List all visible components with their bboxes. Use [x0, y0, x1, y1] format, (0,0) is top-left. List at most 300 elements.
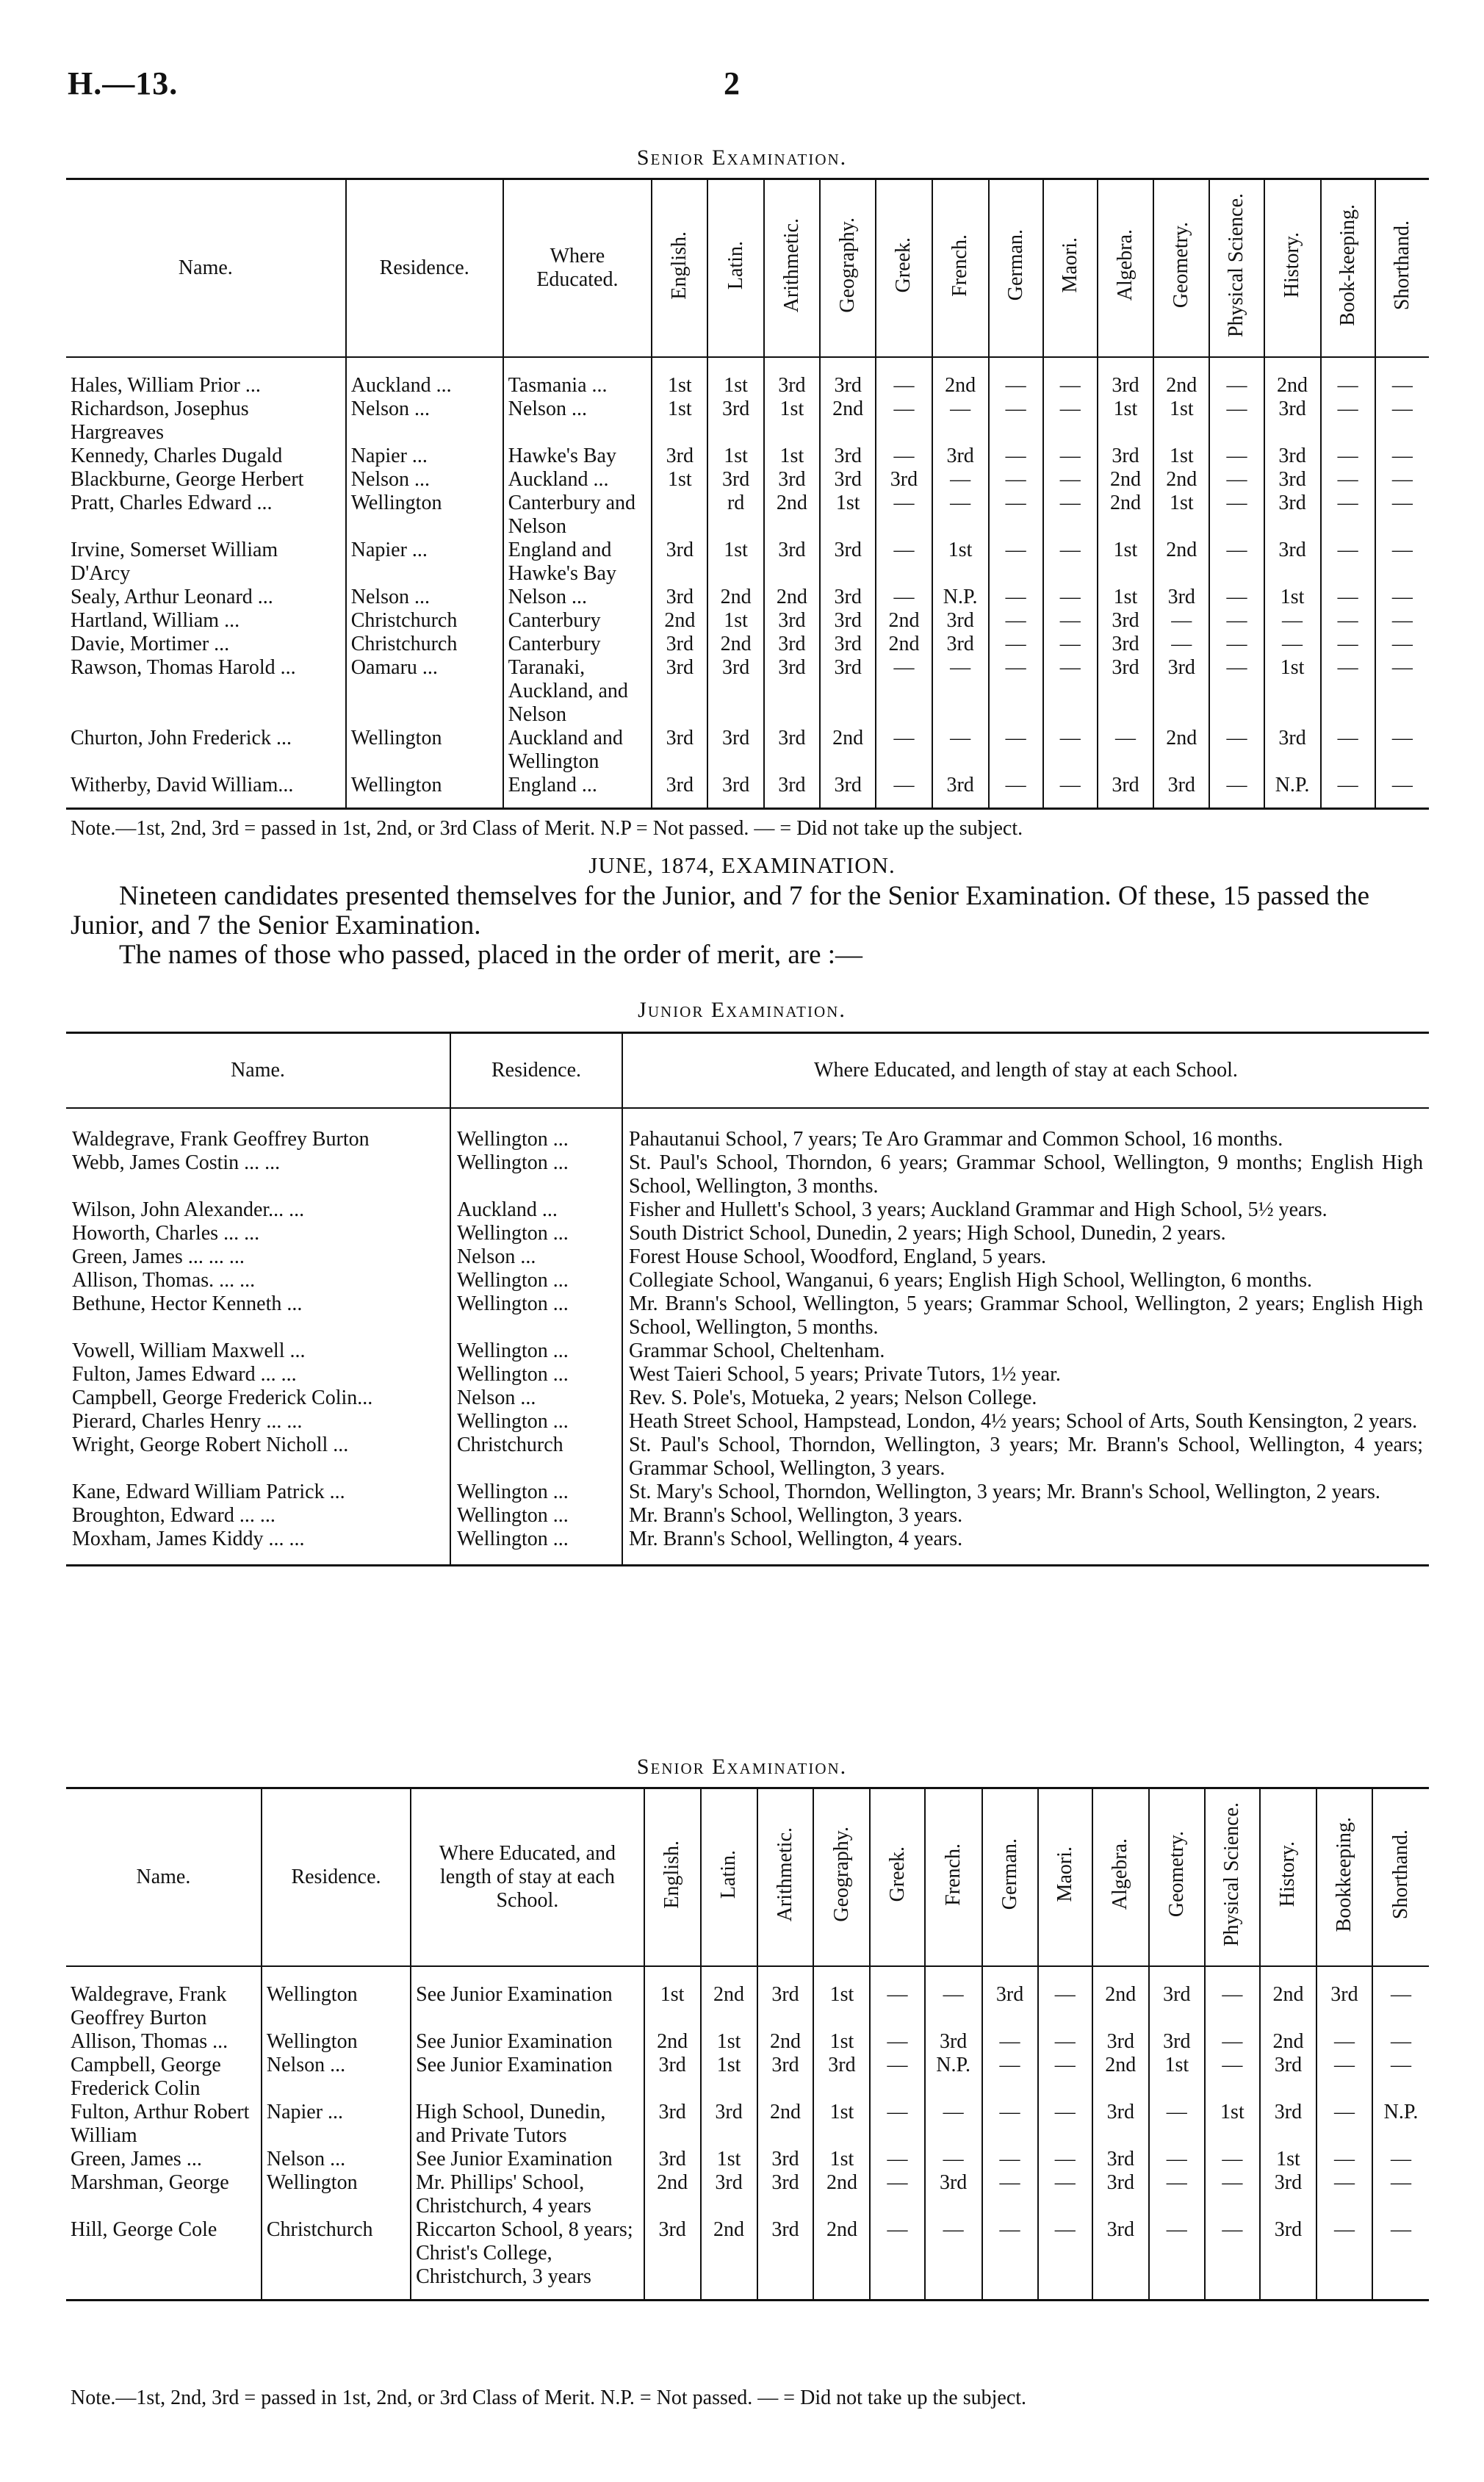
table-row: [66, 586, 1429, 609]
subject-mark: —: [1321, 468, 1375, 492]
senior1-col-label: German.: [1004, 229, 1027, 301]
june-heading: JUNE, 1874, EXAMINATION.: [588, 852, 896, 878]
candidate-residence: Wellington ...: [450, 1363, 622, 1386]
subject-mark: —: [1043, 539, 1098, 586]
subject-mark: —: [870, 2171, 924, 2218]
subject-mark: —: [1316, 2101, 1372, 2148]
senior2-col-12: [1149, 1788, 1205, 1967]
candidate-residence: Nelson ...: [346, 468, 503, 492]
subject-mark: —: [1043, 727, 1098, 774]
candidate-name: Rawson, Thomas Harold ...: [71, 656, 296, 679]
series-label: H.—13.: [68, 65, 179, 101]
subject-mark: 3rd: [1098, 445, 1153, 468]
subject-mark: 3rd: [1264, 445, 1321, 468]
subject-mark: 1st: [1153, 492, 1209, 539]
table-row: [66, 1339, 1429, 1363]
senior1-col-label: Arithmetic.: [779, 217, 803, 313]
table-row: [66, 656, 1429, 727]
candidate-residence: Nelson ...: [450, 1386, 622, 1410]
subject-mark: 3rd: [644, 2101, 701, 2148]
candidate-education: Nelson ...: [503, 586, 652, 609]
subject-mark: 2nd: [813, 2218, 870, 2301]
senior2-col-label: Shorthand.: [1388, 1829, 1412, 1920]
senior2-col-11: [1092, 1788, 1149, 1967]
subject-mark: 3rd: [764, 727, 820, 774]
candidate-residence: Auckland ...: [346, 374, 503, 398]
table-row: [66, 2030, 1429, 2054]
candidate-education: Mr. Brann's School, Wellington, 4 years.: [622, 1528, 1429, 1566]
subject-mark: —: [1321, 609, 1375, 633]
candidate-name: Waldegrave, Frank Geoffrey Burton: [72, 1128, 370, 1151]
table-row: [66, 2101, 1429, 2148]
subject-mark: 3rd: [820, 374, 876, 398]
candidate-name: Pratt, Charles Edward ...: [71, 492, 273, 514]
table-row: [66, 1292, 1429, 1339]
subject-mark: 3rd: [652, 656, 707, 727]
subject-mark: —: [1043, 609, 1098, 633]
candidate-name: Marshman, George: [71, 2171, 229, 2194]
senior2-col-2: Where Educated, and length of stay at each School.: [411, 1788, 644, 1967]
spacer-cell: [757, 1966, 814, 1983]
subject-mark: 2nd: [644, 2171, 701, 2218]
subject-mark: —: [1375, 445, 1429, 468]
subject-mark: 3rd: [1264, 398, 1321, 445]
senior1-col-label: Greek.: [892, 237, 915, 293]
spacer-cell: [1260, 1966, 1316, 1983]
subject-mark: —: [1205, 2030, 1260, 2054]
subject-mark: 3rd: [1260, 2171, 1316, 2218]
subject-mark: 3rd: [1098, 656, 1153, 727]
subject-mark: —: [1209, 492, 1264, 539]
subject-mark: 3rd: [820, 539, 876, 586]
senior1-col-10: [1043, 179, 1098, 358]
subject-mark: —: [989, 633, 1043, 656]
candidate-residence: Wellington: [346, 727, 503, 774]
spacer-cell: [932, 357, 989, 374]
subject-mark: 3rd: [1092, 2171, 1149, 2218]
table-row: [66, 398, 1429, 445]
subject-mark: 2nd: [813, 2171, 870, 2218]
candidate-residence: Wellington ...: [450, 1481, 622, 1504]
candidate-name: Green, James ... ... ...: [72, 1245, 245, 1268]
subject-mark: —: [1321, 633, 1375, 656]
senior2-col-5: [757, 1788, 814, 1967]
candidate-education: West Taieri School, 5 years; Private Tutors, 1½ year.: [622, 1363, 1429, 1386]
senior2-col-label: Latin.: [717, 1849, 741, 1899]
subject-mark: [652, 492, 707, 539]
senior2-col-6: [813, 1788, 870, 1967]
subject-mark: 3rd: [1098, 609, 1153, 633]
subject-mark: 1st: [701, 2148, 757, 2171]
candidate-residence: Wellington ...: [450, 1504, 622, 1528]
candidate-name: Howorth, Charles ... ...: [72, 1222, 260, 1245]
spacer-cell: [1153, 357, 1209, 374]
subject-mark: —: [1149, 2171, 1205, 2218]
subject-mark: 1st: [820, 492, 876, 539]
senior2-col-label: Greek.: [885, 1846, 909, 1902]
junior-exam-table: [66, 1032, 1429, 1566]
senior1-col-label: Book-keeping.: [1336, 204, 1359, 326]
subject-mark: 3rd: [925, 2030, 982, 2054]
table-row: [66, 1269, 1429, 1292]
candidate-education: St. Paul's School, Thorndon, 6 years; Grammar School, Wellington, 9 months; English High School, Wellington, 3 months.: [622, 1151, 1429, 1198]
subject-mark: 2nd: [820, 727, 876, 774]
candidate-education: Mr. Phillips' School, Christchurch, 4 years: [411, 2171, 644, 2218]
junior-col-residence: Residence.: [450, 1033, 622, 1109]
subject-mark: —: [1321, 656, 1375, 727]
subject-mark: 3rd: [652, 774, 707, 809]
table-row: [66, 2054, 1429, 2101]
subject-mark: 1st: [652, 398, 707, 445]
subject-mark: —: [1375, 774, 1429, 809]
subject-mark: —: [1205, 2171, 1260, 2218]
subject-mark: —: [1264, 633, 1321, 656]
subject-mark: —: [1375, 656, 1429, 727]
subject-mark: —: [1321, 774, 1375, 809]
subject-mark: 3rd: [707, 727, 763, 774]
candidate-name: Green, James ...: [71, 2148, 202, 2170]
subject-mark: —: [1264, 609, 1321, 633]
subject-mark: —: [1372, 2218, 1429, 2301]
subject-mark: —: [1038, 2171, 1092, 2218]
senior1-col-0: Name.: [66, 179, 346, 358]
subject-mark: —: [1209, 633, 1264, 656]
senior2-col-15: [1316, 1788, 1372, 1967]
subject-mark: 1st: [1098, 398, 1153, 445]
subject-mark: 3rd: [652, 727, 707, 774]
senior1-col-label: History.: [1281, 232, 1304, 298]
senior2-col-label: English.: [660, 1840, 684, 1909]
subject-mark: —: [1038, 2148, 1092, 2171]
subject-mark: 2nd: [764, 586, 820, 609]
subject-mark: 3rd: [932, 633, 989, 656]
spacer-cell: [1098, 357, 1153, 374]
subject-mark: —: [1316, 2171, 1372, 2218]
senior2-col-3: [644, 1788, 701, 1967]
candidate-residence: Auckland ...: [450, 1198, 622, 1222]
candidate-name: Davie, Mortimer ...: [71, 633, 230, 655]
subject-mark: 3rd: [1316, 1983, 1372, 2030]
subject-mark: 2nd: [1153, 468, 1209, 492]
subject-mark: —: [870, 2030, 924, 2054]
subject-mark: —: [1149, 2218, 1205, 2301]
subject-mark: 3rd: [820, 586, 876, 609]
senior2-col-14: [1260, 1788, 1316, 1967]
subject-mark: 3rd: [707, 398, 763, 445]
subject-mark: —: [1209, 609, 1264, 633]
candidate-residence: Wellington ...: [450, 1410, 622, 1434]
candidate-residence: Nelson ...: [262, 2054, 411, 2101]
subject-mark: —: [1043, 445, 1098, 468]
subject-mark: —: [932, 398, 989, 445]
table-row: [66, 374, 1429, 398]
candidate-education: Tasmania ...: [503, 374, 652, 398]
subject-mark: 3rd: [1149, 2030, 1205, 2054]
candidate-residence: Wellington ...: [450, 1528, 622, 1566]
subject-mark: 3rd: [1264, 539, 1321, 586]
candidate-education: See Junior Examination: [411, 2030, 644, 2054]
subject-mark: 2nd: [876, 633, 932, 656]
subject-mark: —: [1375, 727, 1429, 774]
subject-mark: 3rd: [764, 539, 820, 586]
subject-mark: N.P.: [1264, 774, 1321, 809]
spacer-cell: [870, 1966, 924, 1983]
spacer-row: [66, 357, 1429, 374]
spacer-cell: [1038, 1966, 1092, 1983]
subject-mark: —: [1375, 539, 1429, 586]
candidate-residence: Napier ...: [346, 539, 503, 586]
spacer-cell: [66, 1108, 450, 1128]
subject-mark: 3rd: [764, 633, 820, 656]
candidate-education: Nelson ...: [503, 398, 652, 445]
candidate-name: Moxham, James Kiddy ... ...: [66, 1528, 450, 1566]
subject-mark: 1st: [813, 1983, 870, 2030]
candidate-name: Richardson, Josephus Hargreaves: [71, 398, 249, 444]
subject-mark: 1st: [707, 374, 763, 398]
candidate-residence: Oamaru ...: [346, 656, 503, 727]
subject-mark: —: [1321, 445, 1375, 468]
senior1-col-label: French.: [948, 234, 972, 297]
subject-mark: —: [932, 727, 989, 774]
subject-mark: —: [1038, 2054, 1092, 2101]
subject-mark: —: [1316, 2054, 1372, 2101]
subject-mark: —: [1153, 609, 1209, 633]
subject-mark: —: [1043, 774, 1098, 809]
subject-mark: —: [1316, 2148, 1372, 2171]
candidate-education: Fisher and Hullett's School, 3 years; Auckland Grammar and High School, 5½ years.: [622, 1198, 1429, 1222]
subject-mark: —: [1209, 727, 1264, 774]
candidate-education: Riccarton School, 8 years; Christ's College, Christchurch, 3 years: [411, 2218, 644, 2301]
subject-mark: 3rd: [764, 656, 820, 727]
senior1-col-label: Shorthand.: [1390, 220, 1413, 311]
table-row: [66, 2218, 1429, 2301]
spacer-cell: [644, 1966, 701, 1983]
senior2-col-label: Algebra.: [1109, 1838, 1132, 1910]
candidate-residence: Christchurch: [346, 609, 503, 633]
senior1-col-label: Algebra.: [1114, 229, 1137, 301]
subject-mark: —: [1375, 398, 1429, 445]
subject-mark: —: [1205, 2218, 1260, 2301]
candidate-residence: Wellington ...: [450, 1292, 622, 1339]
candidate-name: Churton, John Frederick ...: [71, 727, 292, 749]
subject-mark: N.P.: [925, 2054, 982, 2101]
subject-mark: —: [989, 374, 1043, 398]
candidate-residence: Wellington: [262, 2171, 411, 2218]
candidate-residence: Wellington: [262, 1983, 411, 2030]
senior1-col-12: [1153, 179, 1209, 358]
subject-mark: 2nd: [876, 609, 932, 633]
senior2-col-label: German.: [998, 1838, 1021, 1910]
candidate-name: Campbell, George Frederick Colin: [71, 2054, 221, 2100]
candidate-name: Vowell, William Maxwell ...: [72, 1339, 306, 1362]
subject-mark: 2nd: [1092, 1983, 1149, 2030]
subject-mark: 2nd: [1153, 727, 1209, 774]
senior1-col-15: [1321, 179, 1375, 358]
subject-mark: 3rd: [820, 468, 876, 492]
subject-mark: 3rd: [1260, 2054, 1316, 2101]
subject-mark: 1st: [1153, 398, 1209, 445]
candidate-name: Irvine, Somerset William D'Arcy: [71, 539, 278, 585]
spacer-cell: [764, 357, 820, 374]
subject-mark: 1st: [1205, 2101, 1260, 2148]
subject-mark: N.P.: [932, 586, 989, 609]
subject-mark: —: [925, 2148, 982, 2171]
table-row: [66, 1151, 1429, 1198]
candidate-name: Fulton, James Edward ... ...: [72, 1363, 297, 1386]
subject-mark: 3rd: [982, 1983, 1038, 2030]
june-paragraph-2: The names of those who passed, placed in the order of merit, are :—: [119, 940, 863, 970]
subject-mark: 3rd: [820, 633, 876, 656]
table-row: [66, 609, 1429, 633]
senior1-col-label: English.: [668, 231, 691, 300]
senior2-col-0: Name.: [66, 1788, 262, 1967]
table-row: [66, 727, 1429, 774]
subject-mark: 2nd: [1153, 374, 1209, 398]
subject-mark: —: [1375, 609, 1429, 633]
subject-mark: —: [1321, 374, 1375, 398]
senior-exam-title-2: Senior Examination.: [636, 1755, 848, 1779]
subject-mark: —: [1321, 727, 1375, 774]
subject-mark: 3rd: [757, 2148, 814, 2171]
candidate-education: Mr. Brann's School, Wellington, 3 years.: [622, 1504, 1429, 1528]
junior-col-name: Name.: [66, 1033, 450, 1109]
candidate-education: Grammar School, Cheltenham.: [622, 1339, 1429, 1363]
candidate-residence: Wellington ...: [450, 1151, 622, 1198]
subject-mark: —: [1038, 1983, 1092, 2030]
subject-mark: 1st: [707, 445, 763, 468]
subject-mark: —: [982, 2218, 1038, 2301]
senior2-col-label: Bookkeeping.: [1332, 1816, 1355, 1932]
spacer-cell: [1316, 1966, 1372, 1983]
table-row: [66, 1198, 1429, 1222]
subject-mark: 3rd: [1260, 2218, 1316, 2301]
candidate-name: Bethune, Hector Kenneth ...: [72, 1292, 303, 1315]
candidate-education: Mr. Brann's School, Wellington, 5 years; Grammar School, Wellington, 2 years; English High School, Wellington, 5 months.: [622, 1292, 1429, 1339]
subject-mark: 1st: [1149, 2054, 1205, 2101]
subject-mark: 3rd: [764, 609, 820, 633]
table-row: [66, 1363, 1429, 1386]
spacer-cell: [701, 1966, 757, 1983]
subject-mark: —: [982, 2030, 1038, 2054]
spacer-cell: [1321, 357, 1375, 374]
subject-mark: 3rd: [652, 586, 707, 609]
subject-mark: —: [1321, 492, 1375, 539]
subject-mark: —: [1043, 586, 1098, 609]
subject-mark: —: [1043, 398, 1098, 445]
subject-mark: —: [870, 2054, 924, 2101]
candidate-residence: Christchurch: [346, 633, 503, 656]
senior2-col-label: History.: [1276, 1841, 1300, 1907]
candidate-education: Collegiate School, Wanganui, 6 years; English High School, Wellington, 6 months.: [622, 1269, 1429, 1292]
subject-mark: —: [1043, 633, 1098, 656]
table-row: [66, 492, 1429, 539]
subject-mark: 3rd: [820, 774, 876, 809]
senior1-col-8: [932, 179, 989, 358]
subject-mark: —: [1209, 656, 1264, 727]
subject-mark: —: [876, 727, 932, 774]
table-row: [66, 1410, 1429, 1434]
candidate-name: Blackburne, George Herbert: [71, 468, 304, 491]
subject-mark: 1st: [1153, 445, 1209, 468]
subject-mark: 3rd: [764, 774, 820, 809]
senior2-col-16: [1372, 1788, 1429, 1967]
subject-mark: 2nd: [932, 374, 989, 398]
senior2-col-label: Physical Science.: [1220, 1802, 1244, 1946]
senior1-col-6: [820, 179, 876, 358]
candidate-name: Hales, William Prior ...: [71, 374, 261, 397]
subject-mark: 3rd: [820, 609, 876, 633]
subject-mark: 3rd: [1264, 727, 1321, 774]
table-row: [66, 1528, 1429, 1566]
candidate-residence: Nelson ...: [346, 586, 503, 609]
subject-mark: —: [876, 656, 932, 727]
table-row: [66, 1386, 1429, 1410]
candidate-residence: Nelson ...: [262, 2148, 411, 2171]
subject-mark: —: [1205, 2148, 1260, 2171]
subject-mark: 1st: [707, 539, 763, 586]
subject-mark: —: [982, 2148, 1038, 2171]
subject-mark: 3rd: [701, 2101, 757, 2148]
spacer-cell: [813, 1966, 870, 1983]
candidate-residence: Wellington ...: [450, 1269, 622, 1292]
subject-mark: 3rd: [1149, 1983, 1205, 2030]
subject-mark: 1st: [707, 609, 763, 633]
senior2-col-label: French.: [941, 1843, 965, 1906]
subject-mark: —: [1375, 586, 1429, 609]
subject-mark: —: [1372, 2148, 1429, 2171]
subject-mark: 1st: [932, 539, 989, 586]
subject-mark: 3rd: [932, 774, 989, 809]
spacer-cell: [707, 357, 763, 374]
subject-mark: 3rd: [652, 445, 707, 468]
candidate-name: Pierard, Charles Henry ... ...: [72, 1410, 303, 1433]
subject-mark: —: [1149, 2148, 1205, 2171]
subject-mark: 2nd: [1153, 539, 1209, 586]
spacer-cell: [1205, 1966, 1260, 1983]
subject-mark: 2nd: [1098, 468, 1153, 492]
spacer-row: [66, 1966, 1429, 1983]
subject-mark: —: [1209, 374, 1264, 398]
subject-mark: —: [876, 445, 932, 468]
subject-mark: —: [1316, 2218, 1372, 2301]
subject-mark: 3rd: [757, 1983, 814, 2030]
subject-mark: —: [989, 445, 1043, 468]
subject-mark: 2nd: [1264, 374, 1321, 398]
subject-mark: —: [925, 2218, 982, 2301]
spacer-cell: [1264, 357, 1321, 374]
subject-mark: 1st: [813, 2101, 870, 2148]
subject-mark: —: [876, 539, 932, 586]
candidate-residence: Napier ...: [262, 2101, 411, 2148]
subject-mark: —: [1209, 398, 1264, 445]
candidate-residence: Nelson ...: [450, 1245, 622, 1269]
candidate-name: Webb, James Costin ... ...: [72, 1151, 281, 1174]
subject-mark: —: [1149, 2101, 1205, 2148]
candidate-residence: Wellington: [262, 2030, 411, 2054]
june-paragraph-1: Nineteen candidates presented themselves for the Junior, and 7 for the Senior Examination. Of these, 15 passed the Junior, and 7 the Senior Examination.: [71, 881, 1370, 940]
table-row: [66, 774, 1429, 809]
candidate-name: Allison, Thomas ...: [71, 2030, 228, 2053]
subject-mark: —: [876, 586, 932, 609]
subject-mark: —: [1038, 2101, 1092, 2148]
subject-mark: —: [1043, 468, 1098, 492]
candidate-name: Hill, George Cole: [66, 2218, 262, 2301]
candidate-education: England and Hawke's Bay: [503, 539, 652, 586]
subject-mark: —: [870, 2218, 924, 2301]
spacer-cell: [622, 1108, 1429, 1128]
table-row: [66, 1128, 1429, 1151]
candidate-residence: Wellington: [346, 774, 503, 809]
